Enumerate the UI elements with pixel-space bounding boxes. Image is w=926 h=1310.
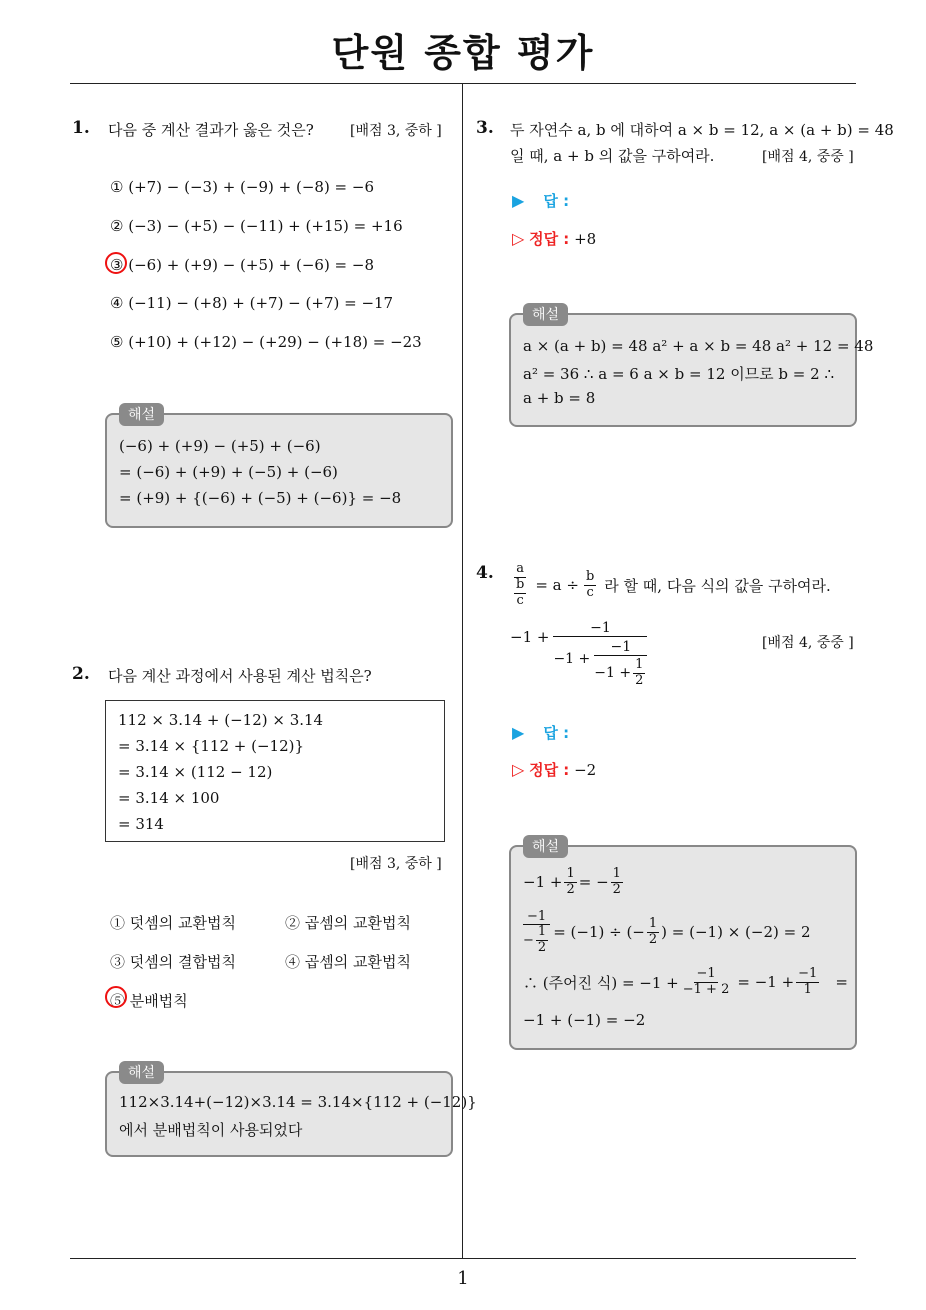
q4-expression [510, 620, 647, 689]
question-3-points: [배점 4, 중중 ] [762, 149, 854, 165]
q1-choice-3[interactable]: ③ (−6) + (+9) − (+5) + (−6) = −8 [110, 256, 375, 274]
answer-triangle-icon: ▶ [512, 723, 525, 742]
q3-solution-box [509, 307, 874, 427]
q4-solution-line-3 [523, 967, 848, 998]
top-rule [70, 83, 856, 84]
q4-expr-half [633, 658, 645, 689]
q4-expr-lead2: −1 + [553, 651, 591, 667]
q4-sol3-den: −1 + 2 [682, 981, 730, 997]
solution-tag: 해설 [119, 403, 164, 426]
q2-calculation-box [105, 700, 445, 842]
q2-box-line-1: 112 × 3.14 + (−12) × 3.14 [118, 711, 324, 729]
q4-solution-box [509, 839, 857, 1050]
question-1-number: 1. [72, 118, 90, 138]
correct-triangle-icon: ▷ [512, 760, 525, 779]
solution-tag: 해설 [523, 303, 568, 326]
q2-solution-line-2: 에서 분배법칙이 사용되었다 [119, 1121, 303, 1139]
q4-def-complex-fraction [510, 562, 530, 609]
question-4-definition [508, 562, 831, 609]
question-2-points: [배점 3, 중하 ] [350, 856, 442, 872]
q2-box-line-4: = 3.14 × 100 [118, 789, 220, 807]
q4-expr-num: −1 [553, 620, 647, 637]
q4-sol2-frac2-den: 2 [648, 931, 658, 947]
q3-correct-label: 정답 : [529, 230, 570, 248]
q4-def-right-fraction [584, 570, 596, 601]
q2-box-line-3: = 3.14 × (112 − 12) [118, 763, 273, 781]
correct-triangle-icon: ▷ [512, 229, 525, 248]
q4-sol2-frac [523, 909, 550, 956]
q1-choice-2[interactable]: ② (−3) − (+5) − (−11) + (+15) = +16 [110, 217, 403, 235]
question-1-points: [배점 3, 중하 ] [350, 123, 442, 139]
q4-def-inner-fraction [514, 578, 526, 609]
q4-answer-row [512, 722, 569, 743]
q4-answer-label: 답 : [543, 724, 570, 742]
q3-solution-line-1: a × (a + b) = 48 a² + a × b = 48 a² + 12 = 48 [523, 337, 874, 355]
question-2-number: 2. [72, 664, 90, 684]
q4-sol2-frac2 [647, 917, 659, 948]
q4-expr-half-den: 2 [635, 672, 644, 688]
question-2-text: 다음 계산 과정에서 사용된 계산 법칙은? [108, 667, 372, 685]
q2-solution-box [105, 1065, 477, 1157]
q4-sol1-den2: 2 [612, 881, 621, 897]
q3-answer-row [512, 190, 569, 211]
q4-correct-row [512, 759, 596, 780]
q4-sol2-den [523, 925, 550, 956]
q1-solution-line-2: = (−6) + (+9) + (−5) + (−6) [119, 463, 338, 481]
q4-def-inner-den: c [516, 592, 524, 608]
q2-box-line-5: = 314 [118, 815, 164, 833]
q1-choice-1[interactable]: ① (+7) − (−3) + (−9) + (−8) = −6 [110, 178, 375, 196]
q1-solution-box [105, 407, 453, 528]
q4-sol2-mid: = (−1) ÷ (− [553, 923, 645, 942]
q4-sol3-frac2 [796, 967, 819, 998]
q4-expr-lead: −1 + [510, 628, 550, 646]
q4-solution-line-4: −1 + (−1) = −2 [523, 1011, 646, 1029]
q4-expr-den [553, 639, 647, 689]
q4-sol3-num2: −1 [798, 966, 818, 981]
q4-def-right-den: c [586, 584, 594, 600]
q4-sol1-num2: 1 [612, 866, 621, 881]
q3-answer-label: 답 : [543, 192, 570, 210]
q4-expr-half-num: 1 [635, 657, 644, 672]
q1-solution-line-3: = (+9) + {(−6) + (−5) + (−6)} = −8 [119, 489, 402, 507]
q4-sol1-mid: = − [578, 873, 609, 892]
q4-sol3-mid: = −1 + [737, 973, 795, 992]
q2-choice-4[interactable]: ④ 곱셈의 교환법칙 [285, 953, 411, 971]
q4-sol3-tail: = [835, 973, 848, 992]
q4-sol2-den-num: 1 [537, 924, 547, 939]
q2-choice-1[interactable]: ① 덧셈의 교환법칙 [110, 914, 236, 932]
q4-sol1-frac2 [611, 867, 623, 898]
solution-tag: 해설 [119, 1061, 164, 1084]
q2-solution-line-1: 112×3.14+(−12)×3.14 = 3.14×{112 + (−12)} [119, 1093, 477, 1111]
answer-triangle-icon: ▶ [512, 191, 525, 210]
q4-sol3-den2: 1 [803, 981, 812, 997]
q4-def-numerator: a [516, 561, 525, 576]
q2-choice-5[interactable]: ⑤ 분배법칙 [110, 992, 188, 1010]
q4-sol2-den-lead: − [523, 932, 534, 948]
q4-sol1-frac [564, 867, 576, 898]
q4-sol3-frac [681, 967, 732, 998]
solution-tag: 해설 [523, 835, 568, 858]
q4-expr-lead3: −1 + [594, 665, 632, 682]
q4-sol2-den-frac [536, 925, 548, 956]
q4-sol1-den: 2 [566, 881, 575, 897]
q4-expr-den2 [594, 658, 647, 689]
selected-answer-circle-icon [105, 252, 127, 274]
q4-expr-num2: −1 [594, 639, 647, 656]
q2-choice-2[interactable]: ② 곱셈의 교환법칙 [285, 914, 411, 932]
q4-expr-fraction [553, 620, 647, 689]
q4-correct-label: 정답 : [529, 761, 570, 779]
page-title: 단원 종합 평가 [331, 31, 595, 75]
q1-choice-4[interactable]: ④ (−11) − (+8) + (+7) − (+7) = −17 [110, 294, 394, 312]
q3-correct-value: +8 [574, 230, 597, 248]
q4-sol1-num: 1 [566, 866, 575, 881]
q4-solution-line-1 [523, 867, 625, 898]
q3-solution-line-3: a + b = 8 [523, 389, 596, 407]
q4-sol2-tail: ) = (−1) × (−2) = 2 [661, 923, 811, 942]
question-1-text: 다음 중 계산 결과가 옳은 것은? [108, 121, 314, 139]
q4-def-right-num: b [585, 568, 595, 584]
q3-solution-line-2: a² = 36 ∴ a = 6 a × b = 12 이므로 b = 2 ∴ [523, 365, 834, 383]
question-3-text-line-2: 일 때, a + b 의 값을 구하여라. [510, 147, 715, 165]
bottom-rule [70, 1258, 856, 1259]
question-4-points: [배점 4, 중중 ] [762, 635, 854, 651]
q4-def-middle: = a ÷ [535, 576, 579, 595]
q4-sol2-num: −1 [523, 909, 550, 925]
column-divider [462, 84, 463, 1259]
q3-correct-row [512, 228, 596, 249]
q1-choice-5[interactable]: ⑤ (+10) + (+12) − (+29) − (+18) = −23 [110, 333, 422, 351]
q4-correct-value: −2 [574, 761, 597, 779]
q4-sol3-num: −1 [696, 966, 716, 981]
q2-choice-3[interactable]: ③ 덧셈의 결합법칙 [110, 953, 236, 971]
q4-def-inner-num: b [516, 576, 525, 592]
question-3-text-line-1: 두 자연수 a, b 에 대하여 a × b = 12, a × (a + b) = 48 [510, 121, 894, 139]
q4-sol2-frac2-num: 1 [648, 916, 658, 931]
question-3-number: 3. [476, 118, 494, 138]
q4-sol2-den-den: 2 [537, 939, 547, 955]
page-number: 1 [457, 1268, 469, 1289]
q4-solution-line-2 [523, 909, 811, 956]
selected-answer-circle-icon [105, 986, 127, 1008]
q2-box-line-2: = 3.14 × {112 + (−12)} [118, 737, 305, 755]
question-4-number: 4. [476, 563, 494, 583]
q4-def-denominator [510, 578, 530, 609]
q1-solution-line-1: (−6) + (+9) − (+5) + (−6) [119, 437, 321, 455]
q4-sol1-lead: −1 + [523, 873, 563, 892]
q4-sol3-lead: ∴ (주어진 식) = −1 + [523, 973, 679, 992]
q4-text: 라 할 때, 다음 식의 값을 구하여라. [604, 576, 831, 595]
q4-expr-inner-fraction [594, 639, 647, 689]
